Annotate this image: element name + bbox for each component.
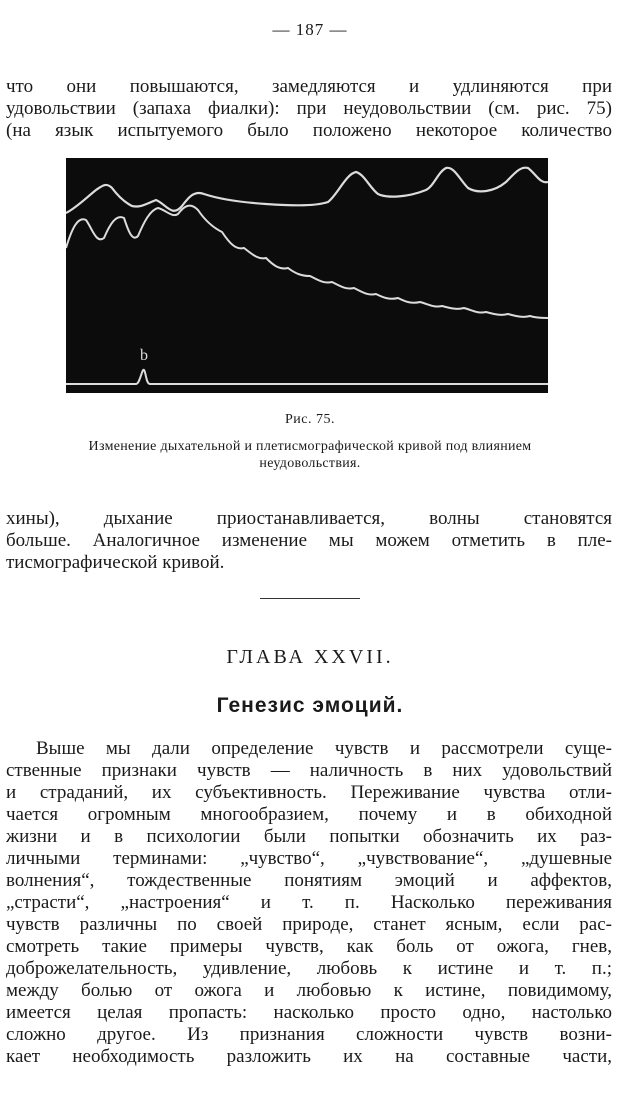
marker-label: b — [140, 347, 148, 364]
caption-line: Изменение дыхательной и плетисмографической кривой под влиянием — [88, 439, 532, 454]
text-line: Выше мы дали определение чувств и рассмотрели суще- — [36, 738, 612, 759]
text-line: хины), дыхание приостанавливается, волны становятся — [6, 508, 612, 529]
figure-plot — [66, 158, 548, 393]
text-line: имеется целая пропасть: насколько просто одно, настолько — [6, 1002, 612, 1023]
text-line: сложно другое. Из признания сложности чувств возни- — [6, 1024, 612, 1045]
text-line: тисмографической кривой. — [6, 552, 225, 573]
text-line: доброжелательность, удивление, любовь к истине и т. п.; — [6, 958, 612, 979]
plethysmographic-curve — [66, 206, 548, 318]
top-paragraph — [6, 76, 612, 142]
respiration-curve — [66, 168, 548, 213]
caption-line: неудовольствия. — [259, 456, 361, 471]
text-line: (на язык испытуемого было положено некоторое количество — [6, 120, 612, 141]
text-line: ственные признаки чувств — наличность в них удовольствий — [6, 760, 612, 781]
text-line: больше. Аналогичное изменение мы можем отметить в пле- — [6, 530, 612, 551]
section-title: Генезис эмоций. — [216, 694, 404, 717]
text-line: личными терминами: „чувство“, „чувствование“, „душевные — [6, 848, 612, 869]
chapter-label: ГЛАВА XXVII. — [226, 646, 394, 668]
figure-caption-text — [10, 438, 610, 472]
text-line: удовольствии (запаха фиалки): при неудовольствии (см. рис. 75) — [6, 98, 612, 119]
text-line: смотреть такие примеры чувств, как боль от ожога, гнев, — [6, 936, 612, 957]
baseline-time-line — [66, 370, 548, 384]
after-figure-paragraph — [6, 508, 612, 574]
text-line: что они повышаются, замедляются и удлиняются при — [6, 76, 612, 97]
text-line: волнения“, тождественные понятиям эмоций и аффектов, — [6, 870, 612, 891]
text-line: и страданий, их субъективность. Переживание чувства отли- — [6, 782, 612, 803]
text-line: чается огромным многообразием, почему и в обиходной — [6, 804, 612, 825]
text-line: „страсти“, „настроения“ и т. п. Насколько переживания — [6, 892, 612, 913]
body-paragraph — [6, 738, 612, 1068]
figure-caption-label: Рис. 75. — [285, 412, 335, 427]
page-number: — 187 — — [272, 20, 348, 39]
section-divider — [260, 598, 360, 599]
text-line: кает необходимость разложить их на составные части, — [6, 1046, 612, 1067]
text-line: между болью от ожога и любовью к истине, повидимому, — [6, 980, 612, 1001]
curve-graphic — [66, 158, 548, 393]
text-line: чувств различны по своей природе, станет ясным, если рас- — [6, 914, 612, 935]
text-line: жизни и в психологии были попытки обозначить их раз- — [6, 826, 612, 847]
